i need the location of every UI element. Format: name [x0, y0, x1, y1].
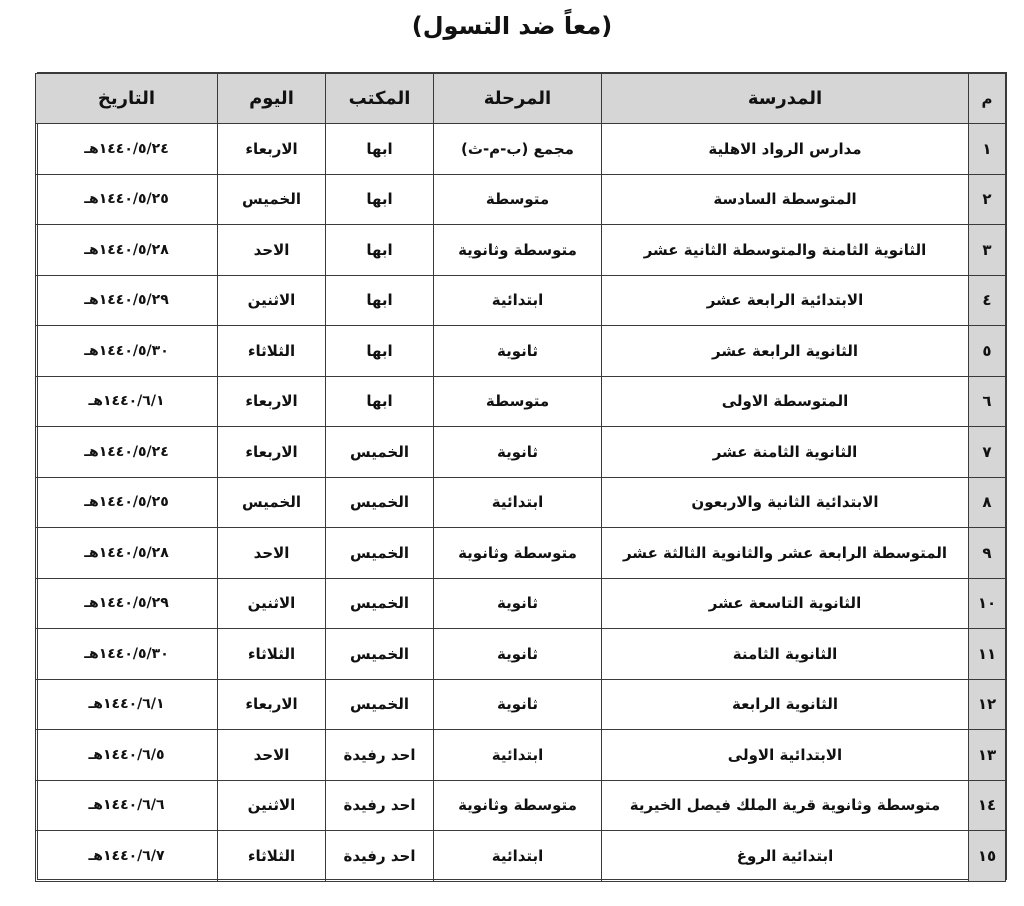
cell-stage: متوسطة وثانوية	[434, 528, 602, 579]
cell-num: ١٥	[969, 831, 1006, 882]
cell-num: ٣	[969, 225, 1006, 276]
cell-day: الاثنين	[218, 578, 326, 629]
cell-school: الابتدائية الاولى	[602, 730, 969, 781]
cell-school: الثانوية الثامنة	[602, 629, 969, 680]
header-date: التاريخ	[36, 74, 218, 124]
cell-day: الاحد	[218, 225, 326, 276]
cell-date: ١٤٤٠/٥/٢٩هـ	[36, 578, 218, 629]
cell-day: الثلاثاء	[218, 326, 326, 377]
cell-school: متوسطة وثانوية قرية الملك فيصل الخيرية	[602, 780, 969, 831]
cell-stage: ثانوية	[434, 679, 602, 730]
cell-date: ١٤٤٠/٥/٢٨هـ	[36, 528, 218, 579]
cell-day: الخميس	[218, 477, 326, 528]
cell-school: المتوسطة السادسة	[602, 174, 969, 225]
cell-stage: ابتدائية	[434, 275, 602, 326]
cell-date: ١٤٤٠/٥/٢٤هـ	[36, 124, 218, 175]
cell-day: الاربعاء	[218, 124, 326, 175]
table-row	[36, 730, 1006, 781]
cell-office: احد رفيدة	[326, 780, 434, 831]
header-office: المكتب	[326, 74, 434, 124]
cell-date: ١٤٤٠/٥/٢٨هـ	[36, 225, 218, 276]
table-row	[36, 629, 1006, 680]
cell-stage: ابتدائية	[434, 831, 602, 882]
cell-office: الخميس	[326, 578, 434, 629]
cell-num: ٥	[969, 326, 1006, 377]
cell-office: ابها	[326, 376, 434, 427]
cell-day: الاربعاء	[218, 427, 326, 478]
table-row	[36, 780, 1006, 831]
cell-date: ١٤٤٠/٦/٧هـ	[36, 831, 218, 882]
cell-day: الاحد	[218, 528, 326, 579]
schedule-table-frame	[37, 72, 1007, 880]
cell-num: ١	[969, 124, 1006, 175]
table-header-row	[36, 74, 1006, 124]
header-num: م	[969, 74, 1006, 124]
cell-date: ١٤٤٠/٥/٣٠هـ	[36, 326, 218, 377]
header-stage: المرحلة	[434, 74, 602, 124]
cell-stage: ثانوية	[434, 427, 602, 478]
cell-school: مدارس الرواد الاهلية	[602, 124, 969, 175]
cell-num: ١١	[969, 629, 1006, 680]
cell-date: ١٤٤٠/٥/٢٩هـ	[36, 275, 218, 326]
cell-num: ٨	[969, 477, 1006, 528]
table-row	[36, 578, 1006, 629]
cell-office: احد رفيدة	[326, 730, 434, 781]
cell-stage: ابتدائية	[434, 730, 602, 781]
cell-date: ١٤٤٠/٦/٥هـ	[36, 730, 218, 781]
cell-stage: مجمع (ب-م-ث)	[434, 124, 602, 175]
cell-date: ١٤٤٠/٦/١هـ	[36, 376, 218, 427]
cell-date: ١٤٤٠/٥/٣٠هـ	[36, 629, 218, 680]
page-title: (معاً ضد التسول)	[411, 12, 613, 40]
cell-stage: متوسطة وثانوية	[434, 780, 602, 831]
table-row	[36, 528, 1006, 579]
cell-office: الخميس	[326, 427, 434, 478]
table-row	[36, 376, 1006, 427]
cell-day: الاحد	[218, 730, 326, 781]
cell-office: احد رفيدة	[326, 831, 434, 882]
cell-date: ١٤٤٠/٥/٢٥هـ	[36, 174, 218, 225]
table-row	[36, 427, 1006, 478]
cell-school: ابتدائية الروغ	[602, 831, 969, 882]
cell-office: ابها	[326, 275, 434, 326]
cell-school: الابتدائية الثانية والاربعون	[602, 477, 969, 528]
cell-num: ١٤	[969, 780, 1006, 831]
cell-date: ١٤٤٠/٦/١هـ	[36, 679, 218, 730]
cell-office: ابها	[326, 326, 434, 377]
cell-day: الاربعاء	[218, 376, 326, 427]
cell-office: ابها	[326, 124, 434, 175]
cell-school: الثانوية الرابعة	[602, 679, 969, 730]
cell-num: ١٢	[969, 679, 1006, 730]
table-row	[36, 831, 1006, 882]
cell-day: الاربعاء	[218, 679, 326, 730]
cell-school: الثانوية الرابعة عشر	[602, 326, 969, 377]
cell-num: ٤	[969, 275, 1006, 326]
table-row	[36, 174, 1006, 225]
cell-office: الخميس	[326, 528, 434, 579]
cell-stage: ثانوية	[434, 326, 602, 377]
cell-school: الابتدائية الرابعة عشر	[602, 275, 969, 326]
cell-date: ١٤٤٠/٦/٦هـ	[36, 780, 218, 831]
cell-office: الخميس	[326, 679, 434, 730]
cell-school: الثانوية التاسعة عشر	[602, 578, 969, 629]
cell-stage: ابتدائية	[434, 477, 602, 528]
cell-school: الثانوية الثامنة والمتوسطة الثانية عشر	[602, 225, 969, 276]
cell-day: الاثنين	[218, 780, 326, 831]
cell-office: ابها	[326, 225, 434, 276]
cell-stage: متوسطة وثانوية	[434, 225, 602, 276]
cell-stage: ثانوية	[434, 629, 602, 680]
cell-num: ١٣	[969, 730, 1006, 781]
cell-day: الاثنين	[218, 275, 326, 326]
schedule-table	[35, 73, 1006, 882]
cell-num: ١٠	[969, 578, 1006, 629]
cell-date: ١٤٤٠/٥/٢٥هـ	[36, 477, 218, 528]
cell-num: ٦	[969, 376, 1006, 427]
cell-stage: ثانوية	[434, 578, 602, 629]
cell-date: ١٤٤٠/٥/٢٤هـ	[36, 427, 218, 478]
table-body	[36, 124, 1006, 882]
cell-day: الخميس	[218, 174, 326, 225]
cell-day: الثلاثاء	[218, 629, 326, 680]
cell-num: ٢	[969, 174, 1006, 225]
cell-school: المتوسطة الاولى	[602, 376, 969, 427]
cell-office: الخميس	[326, 629, 434, 680]
table-row	[36, 679, 1006, 730]
cell-school: المتوسطة الرابعة عشر والثانوية الثالثة عشر	[602, 528, 969, 579]
cell-day: الثلاثاء	[218, 831, 326, 882]
header-day: اليوم	[218, 74, 326, 124]
cell-school: الثانوية الثامنة عشر	[602, 427, 969, 478]
cell-office: الخميس	[326, 477, 434, 528]
cell-num: ٩	[969, 528, 1006, 579]
table-row	[36, 124, 1006, 175]
cell-num: ٧	[969, 427, 1006, 478]
header-school: المدرسة	[602, 74, 969, 124]
cell-stage: متوسطة	[434, 376, 602, 427]
table-row	[36, 225, 1006, 276]
cell-stage: متوسطة	[434, 174, 602, 225]
table-row	[36, 326, 1006, 377]
table-row	[36, 275, 1006, 326]
table-row	[36, 477, 1006, 528]
cell-office: ابها	[326, 174, 434, 225]
